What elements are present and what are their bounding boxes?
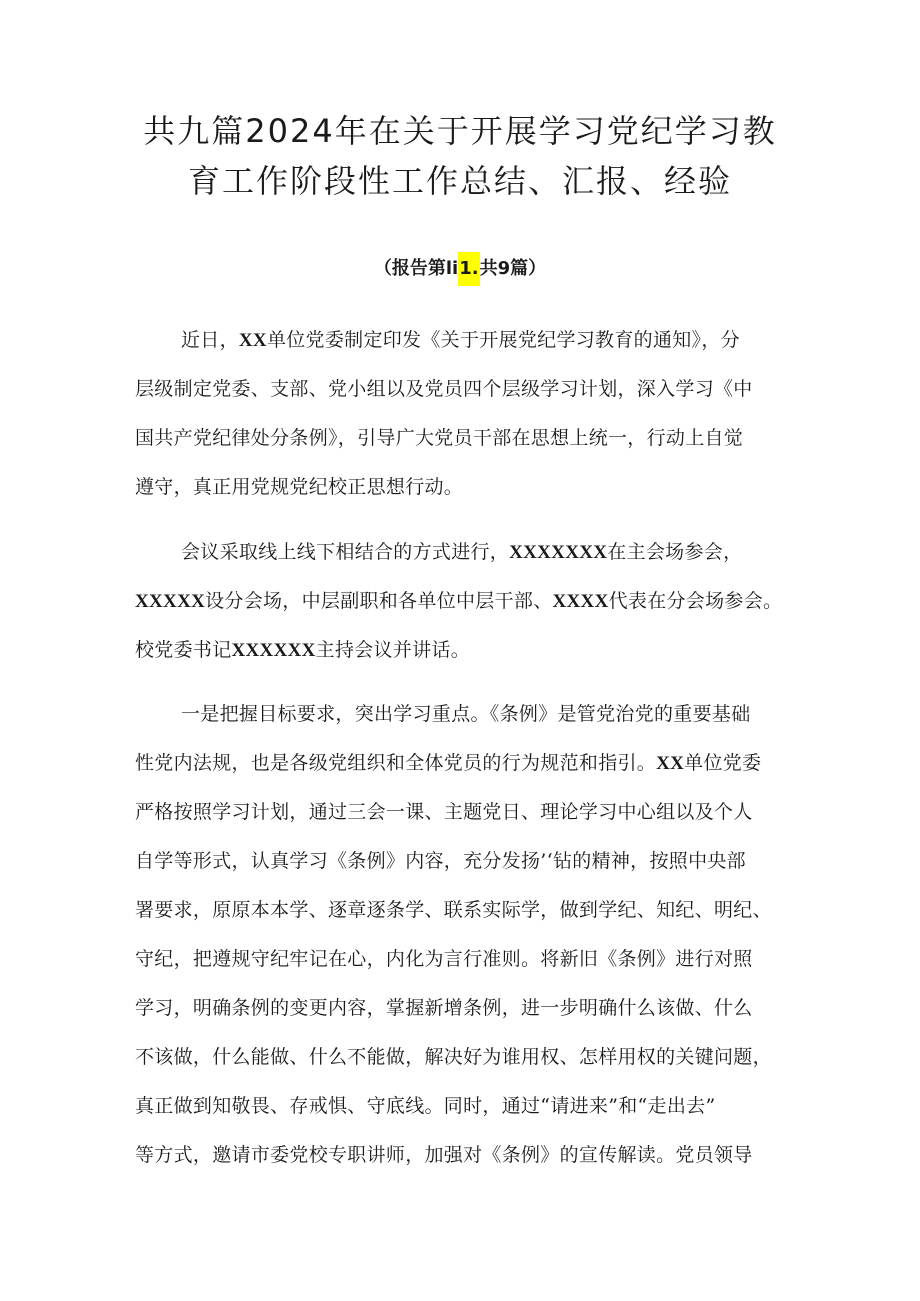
paragraph-line bbox=[135, 316, 790, 365]
subtitle-text-end: 共9篇） bbox=[479, 258, 547, 279]
subtitle-highlighted-text: 1. bbox=[458, 252, 479, 286]
paragraph-3 bbox=[135, 690, 790, 1180]
bold-text-run: XX bbox=[656, 753, 685, 774]
bold-text-run: XXXX bbox=[552, 591, 609, 612]
bold-text-run: XXXXXX bbox=[231, 640, 316, 661]
paragraph-2 bbox=[135, 528, 790, 675]
text-run: 单位党委制定印发《关于开展党纪学习教育的通知》，分 bbox=[266, 329, 740, 351]
paragraph-line: 国共产党纪律处分条例》，引导广大党员干部在思想上统一，行动上自觉 bbox=[135, 427, 744, 449]
text-run: 代表在分会场参会。 bbox=[608, 590, 783, 612]
paragraph-line: 真正做到知敬畏、存戒惧、守底线。同时，通过“请进来”和“走出去” bbox=[135, 1095, 716, 1117]
paragraph-line: 层级制定党委、支部、党小组以及党员四个层级学习计划，深入学习《中 bbox=[135, 378, 753, 400]
paragraph-line: 署要求，原原本本学、逐章逐条学、联系实际学，做到学纪、知纪、明纪、 bbox=[135, 899, 772, 921]
text-run: 性党内法规，也是各级党组织和全体党员的行为规范和指引。 bbox=[135, 752, 657, 774]
text-run: 设分会场，中层副职和各单位中层干部、 bbox=[205, 590, 553, 612]
paragraph-line: 一是把握目标要求，突出学习重点。《条例》是管党治党的重要基础 bbox=[181, 703, 751, 725]
text-run: 在主会场参会， bbox=[607, 541, 743, 563]
paragraph-line: 守纪，把遵规守纪牢记在心，内化为言行准则。将新旧《条例》进行对照 bbox=[135, 948, 753, 970]
paragraph-line bbox=[135, 577, 790, 626]
bold-text-run: XXXXX bbox=[135, 591, 206, 612]
paragraph-line: 遵守，真正用党规党纪校正思想行动。 bbox=[135, 476, 464, 498]
document-title-line-2: 育工作阶段性工作总结、汇报、经验 bbox=[187, 162, 732, 200]
text-run: 主持会议并讲话。 bbox=[315, 639, 471, 661]
bold-text-run: XX bbox=[238, 330, 267, 351]
document-title-line-1: 共九篇2024年在关于开展学习党纪学习教 bbox=[143, 112, 777, 150]
bold-text-run: XXXXXXX bbox=[509, 542, 608, 563]
paragraph-line bbox=[135, 528, 790, 577]
paragraph-line: 不该做，什么能做、什么不能做，解决好为谁用权、怎样用权的关键问题， bbox=[135, 1046, 772, 1068]
text-run: 单位党委 bbox=[684, 752, 762, 774]
paragraph-1 bbox=[135, 316, 790, 512]
text-run: 会议采取线上线下相结合的方式进行， bbox=[181, 541, 510, 563]
text-run: 校党委书记 bbox=[135, 639, 232, 661]
paragraph-line bbox=[135, 739, 790, 788]
paragraph-line bbox=[135, 626, 790, 675]
paragraph-line: 等方式，邀请市委党校专职讲师，加强对《条例》的宣传解读。党员领导 bbox=[135, 1144, 753, 1166]
paragraph-line: 自学等形式，认真学习《条例》内容，充分发扬’‘钻的精神，按照中央部 bbox=[135, 850, 746, 872]
paragraph-line: 学习，明确条例的变更内容，掌握新增条例，进一步明确什么该做、什么 bbox=[135, 997, 753, 1019]
text-run: 近日， bbox=[181, 329, 239, 351]
subtitle-text-start: （报告第li bbox=[373, 258, 459, 279]
document-subtitle bbox=[0, 252, 920, 286]
paragraph-line: 严格按照学习计划，通过三会一课、主题党日、理论学习中心组以及个人 bbox=[135, 801, 753, 823]
